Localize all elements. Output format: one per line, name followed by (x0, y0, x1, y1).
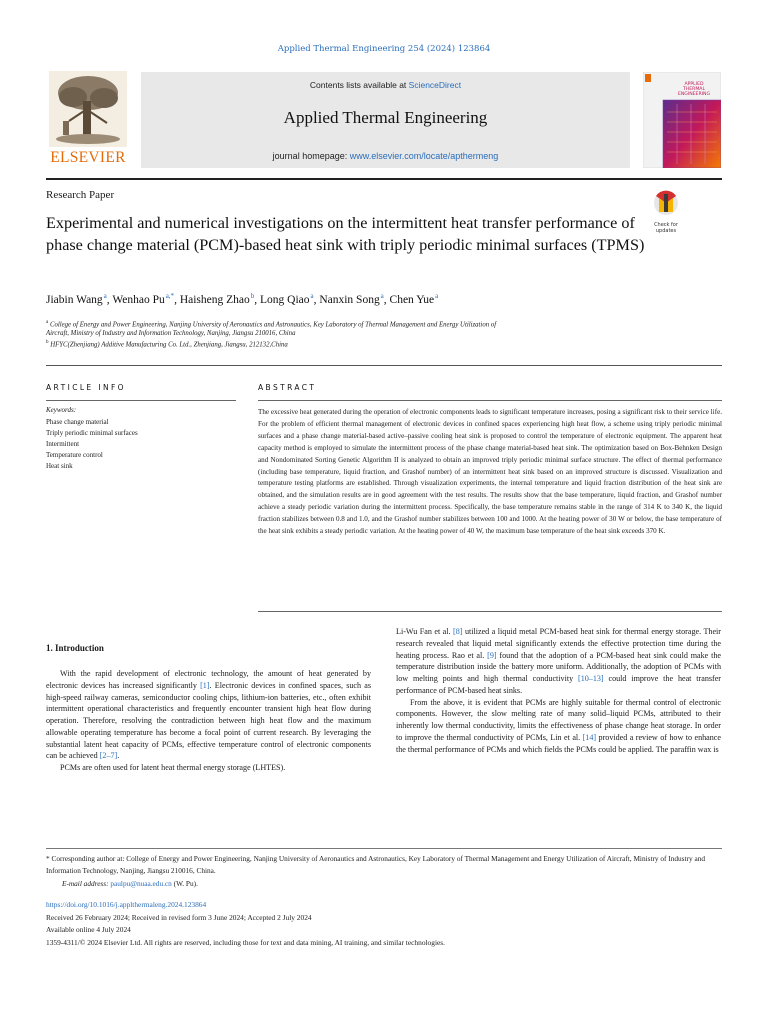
online-date: Available online 4 July 2024 (46, 925, 131, 934)
crossmark-line-2: updates (655, 227, 677, 234)
keyword-item: Intermittent (46, 440, 80, 448)
journal-homepage-link[interactable]: www.elsevier.com/locate/apthermeng (349, 151, 499, 161)
affiliation-a (46, 320, 496, 328)
email-link[interactable]: paulpu@nuaa.edu.cn (110, 879, 172, 888)
author-affiliation-mark[interactable]: a (310, 292, 314, 300)
copyright-line: 1359-4311/© 2024 Elsevier Ltd. All rights are reserved, including those for text and data mining, AI training, and similar technologies. (46, 938, 446, 947)
affiliation-text: Aircraft, Ministry of Industry and Information Technology, Nanjing, Jiangsu 210016, China (46, 330, 296, 337)
keyword-item: Phase change material (46, 418, 109, 426)
citation-link[interactable]: [1] (200, 680, 210, 690)
affiliation-b (46, 340, 288, 348)
homepage-prefix: journal homepage: (272, 151, 350, 161)
author-name[interactable]: Chen Yue (389, 293, 435, 306)
author-affiliation-mark[interactable]: a (380, 292, 384, 300)
masthead-band (141, 72, 630, 168)
elsevier-logo[interactable] (46, 71, 130, 167)
intro-left-column (46, 668, 371, 774)
intro-paragraph (396, 626, 721, 697)
keyword-item: Temperature control (46, 451, 103, 459)
abstract-bottom-rule (258, 611, 722, 612)
text-run: provided a review of how to enhance the thermal performance of PCMs and which fields the PCMs could be applied. The paraffin wax is (396, 732, 721, 754)
keyword-item: Triply periodic minimal surfaces (46, 429, 138, 437)
journal-cover-image[interactable] (643, 72, 721, 168)
intro-paragraph (396, 697, 721, 756)
author-affiliation-mark[interactable]: a (435, 292, 439, 300)
intro-paragraph (46, 668, 371, 762)
text-run: With the rapid development of electronic technology, the amount of heat generated by electronic devices has increased significantly (46, 669, 371, 690)
citation-link[interactable]: [9] (487, 650, 497, 660)
author-name[interactable]: Haisheng Zhao (179, 293, 250, 306)
homepage-line (141, 151, 630, 161)
email-label: E-mail address: (62, 879, 111, 888)
doi-link[interactable] (46, 899, 206, 910)
doi-url[interactable]: https://doi.org/10.1016/j.applthermaleng.2024.123864 (46, 900, 207, 909)
crossmark-badge[interactable] (646, 190, 686, 234)
affiliation-divider (46, 365, 722, 366)
author-affiliation-mark[interactable]: a (103, 292, 107, 300)
text-run: . (117, 751, 120, 761)
affiliation-text: HFYC(Zhenjiang) Additive Manufacturing Co. Ltd., Zhenjiang, Jiangsu, 212132,China (50, 341, 288, 349)
text-run: could improve the heat transfer performance of PCM-based heat sinks. (396, 674, 722, 695)
author-name[interactable]: Wenhao Pu (112, 293, 165, 306)
cover-title-line-3: ENGINEERING (677, 92, 711, 98)
crossmark-line-1: Check for (654, 222, 678, 228)
intro-right-column (396, 626, 721, 755)
text-run: utilized a liquid metal PCM-based heat sink for thermal energy storage. Their research revealed that liquid metal significantly extends the effective protection time during the heating process. Rao et al. (396, 627, 721, 660)
author-name[interactable]: Jiabin Wang (46, 293, 103, 306)
text-run: found that the adoption of a PCM-based heat sink could make the temperature distribution inside the battery more uniform. Additionally, the adoption of PCMs with low melting points and high thermal conductivity (396, 650, 721, 683)
citation-link[interactable]: [10–13] (578, 674, 604, 683)
footnote-divider (46, 848, 722, 849)
journal-title[interactable]: Applied Thermal Engineering (283, 108, 488, 127)
cover-title-line-2: THERMAL (682, 87, 706, 93)
article-info-heading: ARTICLE INFO (46, 383, 126, 392)
author-list: Jiabin Wang $^a$, Wenhao Pu $^{a,*}$, Haisheng Zhao $^b$, Long Qiao $^a$, Nanxin Song $^a$, Chen Yue $^a$ (46, 292, 439, 306)
citation-link[interactable]: [8] (453, 627, 463, 636)
journal-reference[interactable]: Applied Thermal Engineering 254 (2024) 123864 (277, 44, 491, 54)
received-dates: Received 26 February 2024; Received in revised form 3 June 2024; Accepted 2 July 2024 (46, 913, 312, 922)
abstract-rule (258, 400, 722, 401)
citation-link[interactable]: [14] (582, 732, 597, 742)
crossmark-icon (646, 190, 686, 218)
email-suffix: (W. Pu). (171, 879, 198, 888)
email-line (62, 878, 702, 890)
citation-link[interactable]: [2–7] (99, 751, 118, 761)
introduction-heading: 1. Introduction (46, 643, 104, 653)
author-name[interactable]: Nanxin Song (319, 293, 380, 306)
keyword-item: Heat sink (46, 462, 73, 470)
affiliation-a-cont (46, 330, 295, 337)
text-run: . Electronic devices in confined spaces, such as high-speed railway cameras, semiconductor cooling chips, lithium-ion batteries, etc., often exhibit intermittent operational characteristics and frequently encounter transient high heat flow during operation. Therefore, resolving the contradiction between high heat flow and the maximum allowable operating temperature has become a focal point of current research. By leveraging the substantial latent heat capacity of PCMs, effective temperature control of electronic components can be achieved (46, 680, 371, 761)
affiliation-mark: b (46, 340, 49, 345)
affiliation-text: College of Energy and Power Engineering, Nanjing University of Aeronautics and Astronautics, Key Laboratory of Thermal Management and Energy Utilization of (49, 321, 497, 329)
cover-title-line-1: APPLIED (684, 82, 704, 87)
author-affiliation-mark[interactable]: a,* (165, 292, 175, 300)
article-type: Research Paper (46, 189, 115, 201)
text-run: From the above, it is evident that PCMs are highly suitable for thermal control of electronic components. However, the slow melting rate of many solid–liquid PCMs, attributed to their inherently low thermal conductivity, limits the effectiveness of phase change heat storage. In order to improve the thermal conductivity of PCMs, Lin et al. (396, 697, 721, 742)
article-info-rule (46, 400, 236, 401)
contents-prefix: Contents lists available at (309, 80, 409, 90)
abstract-body: The excessive heat generated during the operation of electronic components leads to significant temperature increases, posing a significant risk to their service life. For the problem of efficient thermal management of electronic devices in confined spaces experiencing high heat flow, a scheme using triply periodic minimal surfaces and a phase change material-based active–passive cooling heat sink is proposed to control the temperature of electronic equipment. The apparent heat capacity method is employed to simulate the intermittent process of the phase change material-based heat sink. The optimization based on Box-Behnken Design and Nondominated Sorting Genetic Algorithm II is analyzed to obtain an improved triply periodic minimal surface structure. The effect of thermal performance (including base temperature, liquid fraction, and Grashof number) of an intermittent heat sink based on an improved structure is discussed. Visualization and temperature testing platforms are established. Through visualization experiments, the internal temperature and liquid fraction distribution of the heat sink are obtained, and the simulation results are in good agreement with the test results. The results show that the base temperature, liquid fraction, and Grashof number achieve a steady periodic variation during the intermittent process. Specifically, the base temperature remains stable in the range of 314 K to 340 K, the liquid fraction stabilizes between 0.8 and 1.0, and the Grashof number stabilizes between 100 and 1000. At the heating power of 30 W or below, the base temperature of the heat sink exhibits a steady periodic variation. At the heating power of 40 W, the maximum base temperature of the heat sink exceeds 370 K. (258, 408, 722, 536)
author-name[interactable]: Long Qiao (259, 293, 310, 306)
affiliation-mark: a (46, 320, 49, 325)
paper-title: Experimental and numerical investigations on the intermittent heat transfer performance of phase change material (PCM)-based heat sink with triply periodic minimal surfaces (TPMS) (46, 214, 645, 254)
keywords-label: Keywords: (46, 406, 77, 414)
corresponding-author-note: * Corresponding author at: College of Energy and Power Engineering, Nanjing University of Aeronautics and Astronautics, Key Laboratory of Thermal Management and Energy Utilization of Aircraft, Ministry of Industry and Information Technology, Nanjing, Jiangsu 210016, China. (46, 854, 705, 875)
author-affiliation-mark[interactable]: b (250, 292, 255, 300)
header-divider (46, 178, 722, 180)
contents-line (141, 80, 630, 90)
text-run: Li-Wu Fan et al. (396, 627, 454, 636)
sciencedirect-link[interactable]: ScienceDirect (408, 80, 462, 90)
elsevier-tree-icon (49, 71, 127, 147)
abstract-heading: ABSTRACT (258, 383, 317, 392)
publisher-wordmark: ELSEVIER (50, 149, 126, 166)
intro-paragraph: PCMs are often used for latent heat thermal energy storage (LHTES). (60, 763, 286, 772)
